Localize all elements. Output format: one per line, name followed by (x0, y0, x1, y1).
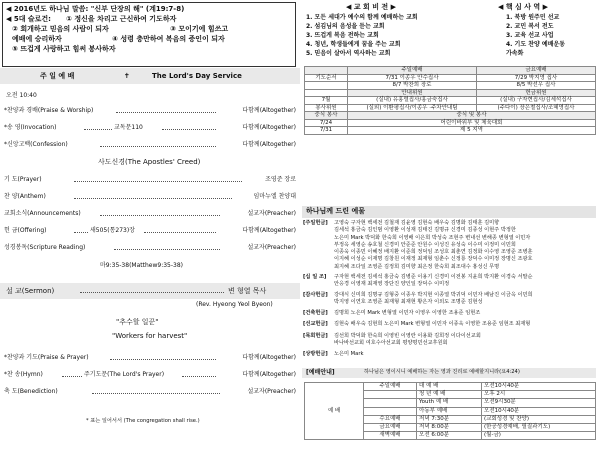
order-item: 성경봉독(Scripture Reading) 설교자(Preacher) (4, 244, 296, 251)
cross-icon: ✝ (124, 72, 130, 80)
order-item: 교회소식(Announcements) 설교자(Preacher) (4, 210, 296, 217)
scripture: 마9:35-38(Matthew9:35-38) (100, 262, 183, 269)
slogan-3b: 예배에 승리하자 (12, 35, 62, 43)
sermon-title: "추수할 일꾼" (116, 318, 159, 326)
sermon-preacher-en: (Rev. Hyeong Yeol Byeon) (196, 301, 273, 308)
service-time: 오전 10:40 (6, 92, 37, 99)
vision-title: ◀ 교 회 비 전 ▶ (346, 3, 396, 11)
order-item: 찬 양(Anthem) 임마누엘 찬양대 (4, 193, 296, 200)
offering-group: [건축헌금] 김명희 노은미 Mark 변형열 이민자 이영우 이영한 조용준 임현조 (303, 310, 481, 316)
slogan-2: ② 회개하고 믿음의 사람이 되자 (12, 25, 109, 33)
vision-1: 1. 모든 세대가 예수의 함께 예배하는 교회 (306, 14, 418, 21)
core-title: ◀ 핵 심 사 역 ▶ (498, 3, 548, 11)
slogan-1: ① 정신을 차리고 근신하여 기도하자 (66, 15, 177, 23)
creed: 사도신경(The Apostles' Creed) (98, 158, 201, 166)
sermon-label: 설 교(Sermon) (6, 287, 55, 295)
vision-2: 2. 섬김님의 음성을 듣는 교회 (306, 23, 385, 30)
worship-table: 예 배 주일예배 대 예 배 오전10시40분 청 년 예 배 오후 2시 Youth 예 배 오전9시30분 아동부 예배 오전10시40분 수요예배 저녁 7:30분 (교회성경 및 찬양) 금요예배 저녁 8:00분 (한공성경예배, 릴질과기도) 새벽예배 오전 6:00분 (월-금) (304, 382, 596, 440)
duty-table: 주일예배 금요예배 기도순서 7/31 이종우 안수집사 7/29 박지영 집사 8/7 박찬희 장로 8/5 박선우 집사 안내위원 헌금위원 7월 (실내) 유홍렬집사/홍금숙집사 (실내) 구자현집사/김세석집사 봉사위원 (실외) 이환평집사/이종우 ·주차안내팀 (주다이) 장은철집사/조혜영집사 중식 봉사 중식 및 봉사 7/24 어린이바위부 및 체육대회 7/31 제 5 지역 (304, 66, 596, 135)
core-4: 4. 기도 찬양 예배운동 (506, 41, 566, 48)
offering-group: [주일헌금] 고영숙 구자현 백세전 김철재 김윤영 김현숙 배우숙 김명화 김태훈 김미향 김세석 홍금숙 김인범 이영환 이성재 김태진 김명규 신경미 김종성 이현주 박정한 노은미 Mark 박덕화 한숙희 이영배 이은희 박성숙 조현주 변내선 변해종 변형열 이민자 부정옥 세영순 송호철 신경미 안준준 안원수 이성진 유성숙 이수미 이정미 이민희 이종욱 이종민 이혜정 배지환 이준희 정덕임 조성호 최춘연 김정화 이수영 조영준 조병훈 이지혜 이성순 이재명 김창원 이재정 최재형 임춘수 신정룡 장덕수 이미정 장명신 조광호 최지혜 조다일 조영준 김정희 김미향 최은정 한숙희 최조대수 홍성신 무명 (303, 220, 533, 270)
order-item: *찬양과 경배(Praise & Worship) 다함께(Altogether) (4, 107, 296, 114)
footnote: * 표는 일어서서 (The congregation shall rise.) (86, 418, 200, 424)
service-title-en: The Lord's Day Service (152, 72, 242, 80)
slogan-3: ③ 모이기에 힘쓰고 (170, 25, 229, 33)
right-column (302, 0, 598, 463)
slogan-4: ④ 성령 충만하여 복음의 증인이 되자 (112, 35, 225, 43)
order-item: *찬양과 기도(Praise & Prayer) 다함께(Altogether) (4, 354, 296, 361)
offering-group: [선교헌금] 김현숙 배우숙 김현희 노은미 Mark 변형열 이민자 이종욱 이영한 조용준 임현조 최재형 (303, 321, 531, 327)
offering-group: [십 일 조] 구자현 백세전 김세석 홍금숙 김병준 이용기 신경미 이전봉 지윤희 박지환 이경숙 서말순 안응경 이영재 최재영 장단진 양인일 장덕수 이미정 (303, 274, 533, 288)
order-item: 축 도(Benediction) 설교자(Preacher) (4, 388, 296, 395)
vision-4: 4. 청년, 학생들에게 꿈을 주는 교회 (306, 41, 401, 48)
order-item: *송 영(Invocation) 교독문110 다함께(Altogether) (4, 124, 296, 131)
order-item: 기 도(Prayer) 조영준 장로 (4, 176, 296, 183)
slogan-title: ◀ 5대 슬로건: (6, 15, 51, 23)
offering-group: [감사헌금] 강대식 신미희 김명규 김형중 이종우 박지현 이종열 박귀덕 이민자 배남진 이금옥 이민희 박지영 이연호 조영준 최재형 최재현 황은자 이외도 조명준 김현성 (303, 292, 533, 306)
offering-group: [목회헌금] 김선희 박덕화 한숙희 이영빈 이영란 이용화 김희정 이다이선교회 바나바선교회 여호수아선교회 평양평민선교후원회 (303, 333, 481, 347)
order-item: *신앙고백(Confession) 다함께(Altogether) (4, 141, 296, 148)
sermon-title-en: "Workers for harvest" (112, 332, 188, 340)
motto-title: ◀ 2016년도 하나님 말씀: "신부 단장의 해" (계19:7-8) (6, 5, 185, 13)
worship-verse: 하나님은 영이시니 예배하는 자는 영과 진리로 예배할지니라(요4:24) (364, 369, 520, 375)
sermon-preacher: 변 형열 목사 (228, 287, 267, 295)
offering-group: [상방헌금] 노은미 Mark (303, 351, 364, 357)
vision-5: 5. 믿음이 살아서 역사하는 교회 (306, 50, 391, 57)
service-title: 주 일 예 배 (40, 72, 75, 80)
worship-label: 예 배 (305, 383, 364, 440)
order-item: *찬 송(Hymn) 주기도문(The Lord's Prayer) 다함께(Altogether) (4, 371, 296, 378)
core-3: 3. 교육 선교 사업 (506, 32, 554, 39)
core-2: 2. 교민 복서 전도 (506, 23, 554, 30)
vision-3: 3. 뜨겁게 복음 전하는 교회 (306, 32, 379, 39)
order-item: 헌 금(Offering) 새505(통273)장 다함께(Altogether) (4, 227, 296, 234)
core-1: 1. 북방 원주민 선교 (506, 14, 560, 21)
slogan-5: ⑤ 뜨겁게 사랑하고 힘써 봉사하자 (12, 45, 116, 53)
core-4b: 가속화 (506, 50, 524, 57)
offerings-title: 하나님께 드린 예물 (306, 207, 365, 215)
worship-title: [예배안내] (306, 369, 335, 376)
